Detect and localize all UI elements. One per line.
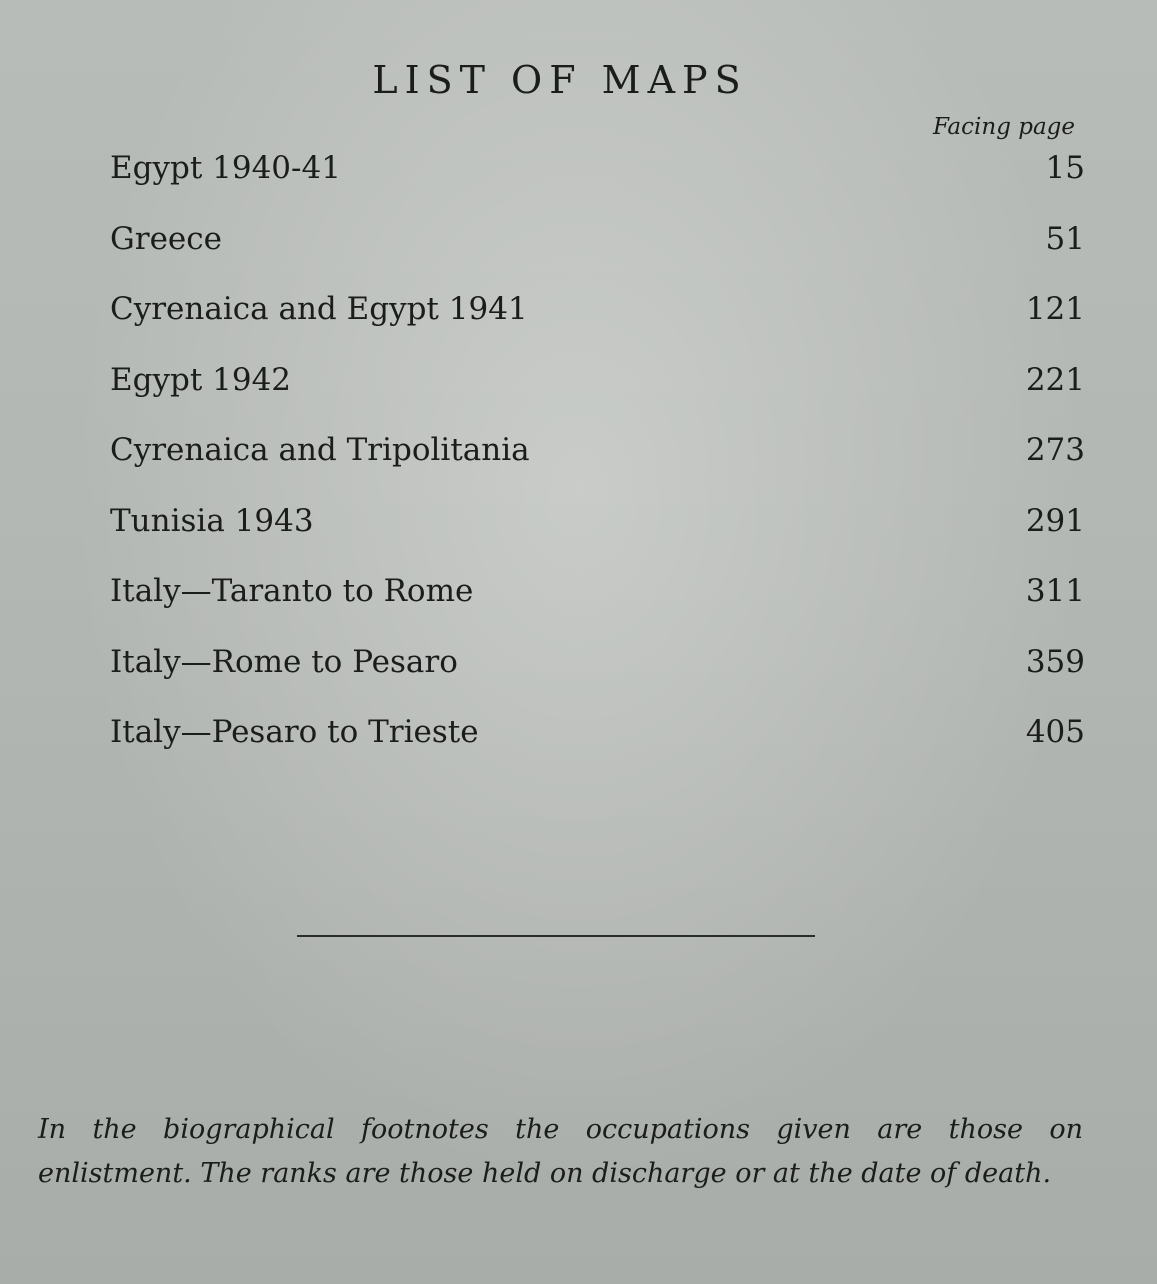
page-number: 311 <box>1025 573 1085 609</box>
list-item <box>110 714 1085 785</box>
page-number: 221 <box>1025 361 1085 398</box>
page-title: LIST OF MAPS <box>372 58 748 102</box>
map-title: Cyrenaica and Egypt 1941 <box>110 291 528 327</box>
map-title: Italy—Rome to Pesaro <box>110 643 458 680</box>
map-title: Italy—Pesaro to Trieste <box>110 714 479 750</box>
list-item <box>110 150 1085 221</box>
page-number: 51 <box>1045 220 1085 257</box>
map-title: Tunisia 1943 <box>110 502 314 539</box>
list-item <box>110 644 1085 715</box>
map-title: Egypt 1942 <box>110 361 292 398</box>
footnote-text: In the biographical footnotes the occupations given are those on enlistment. The ranks are those held on discharge or at the date of death. <box>38 1114 1083 1189</box>
page-number: 121 <box>1025 291 1085 327</box>
page-number: 273 <box>1025 432 1085 468</box>
map-title: Greece <box>110 220 222 257</box>
list-item <box>110 573 1085 644</box>
list-item <box>110 221 1085 292</box>
map-title: Italy—Taranto to Rome <box>110 573 474 609</box>
page-number: 15 <box>1045 150 1085 186</box>
list-item <box>110 362 1085 433</box>
list-item <box>110 432 1085 503</box>
maps-list <box>110 150 1085 785</box>
list-item <box>110 291 1085 362</box>
list-item <box>110 503 1085 574</box>
facing-page-column-header: Facing page <box>933 114 1075 140</box>
map-title: Cyrenaica and Tripolitania <box>110 432 530 468</box>
page-number: 405 <box>1025 714 1085 750</box>
page-number: 359 <box>1025 643 1085 680</box>
divider <box>297 935 815 937</box>
page-number: 291 <box>1025 502 1085 539</box>
map-title: Egypt 1940-41 <box>110 150 341 186</box>
